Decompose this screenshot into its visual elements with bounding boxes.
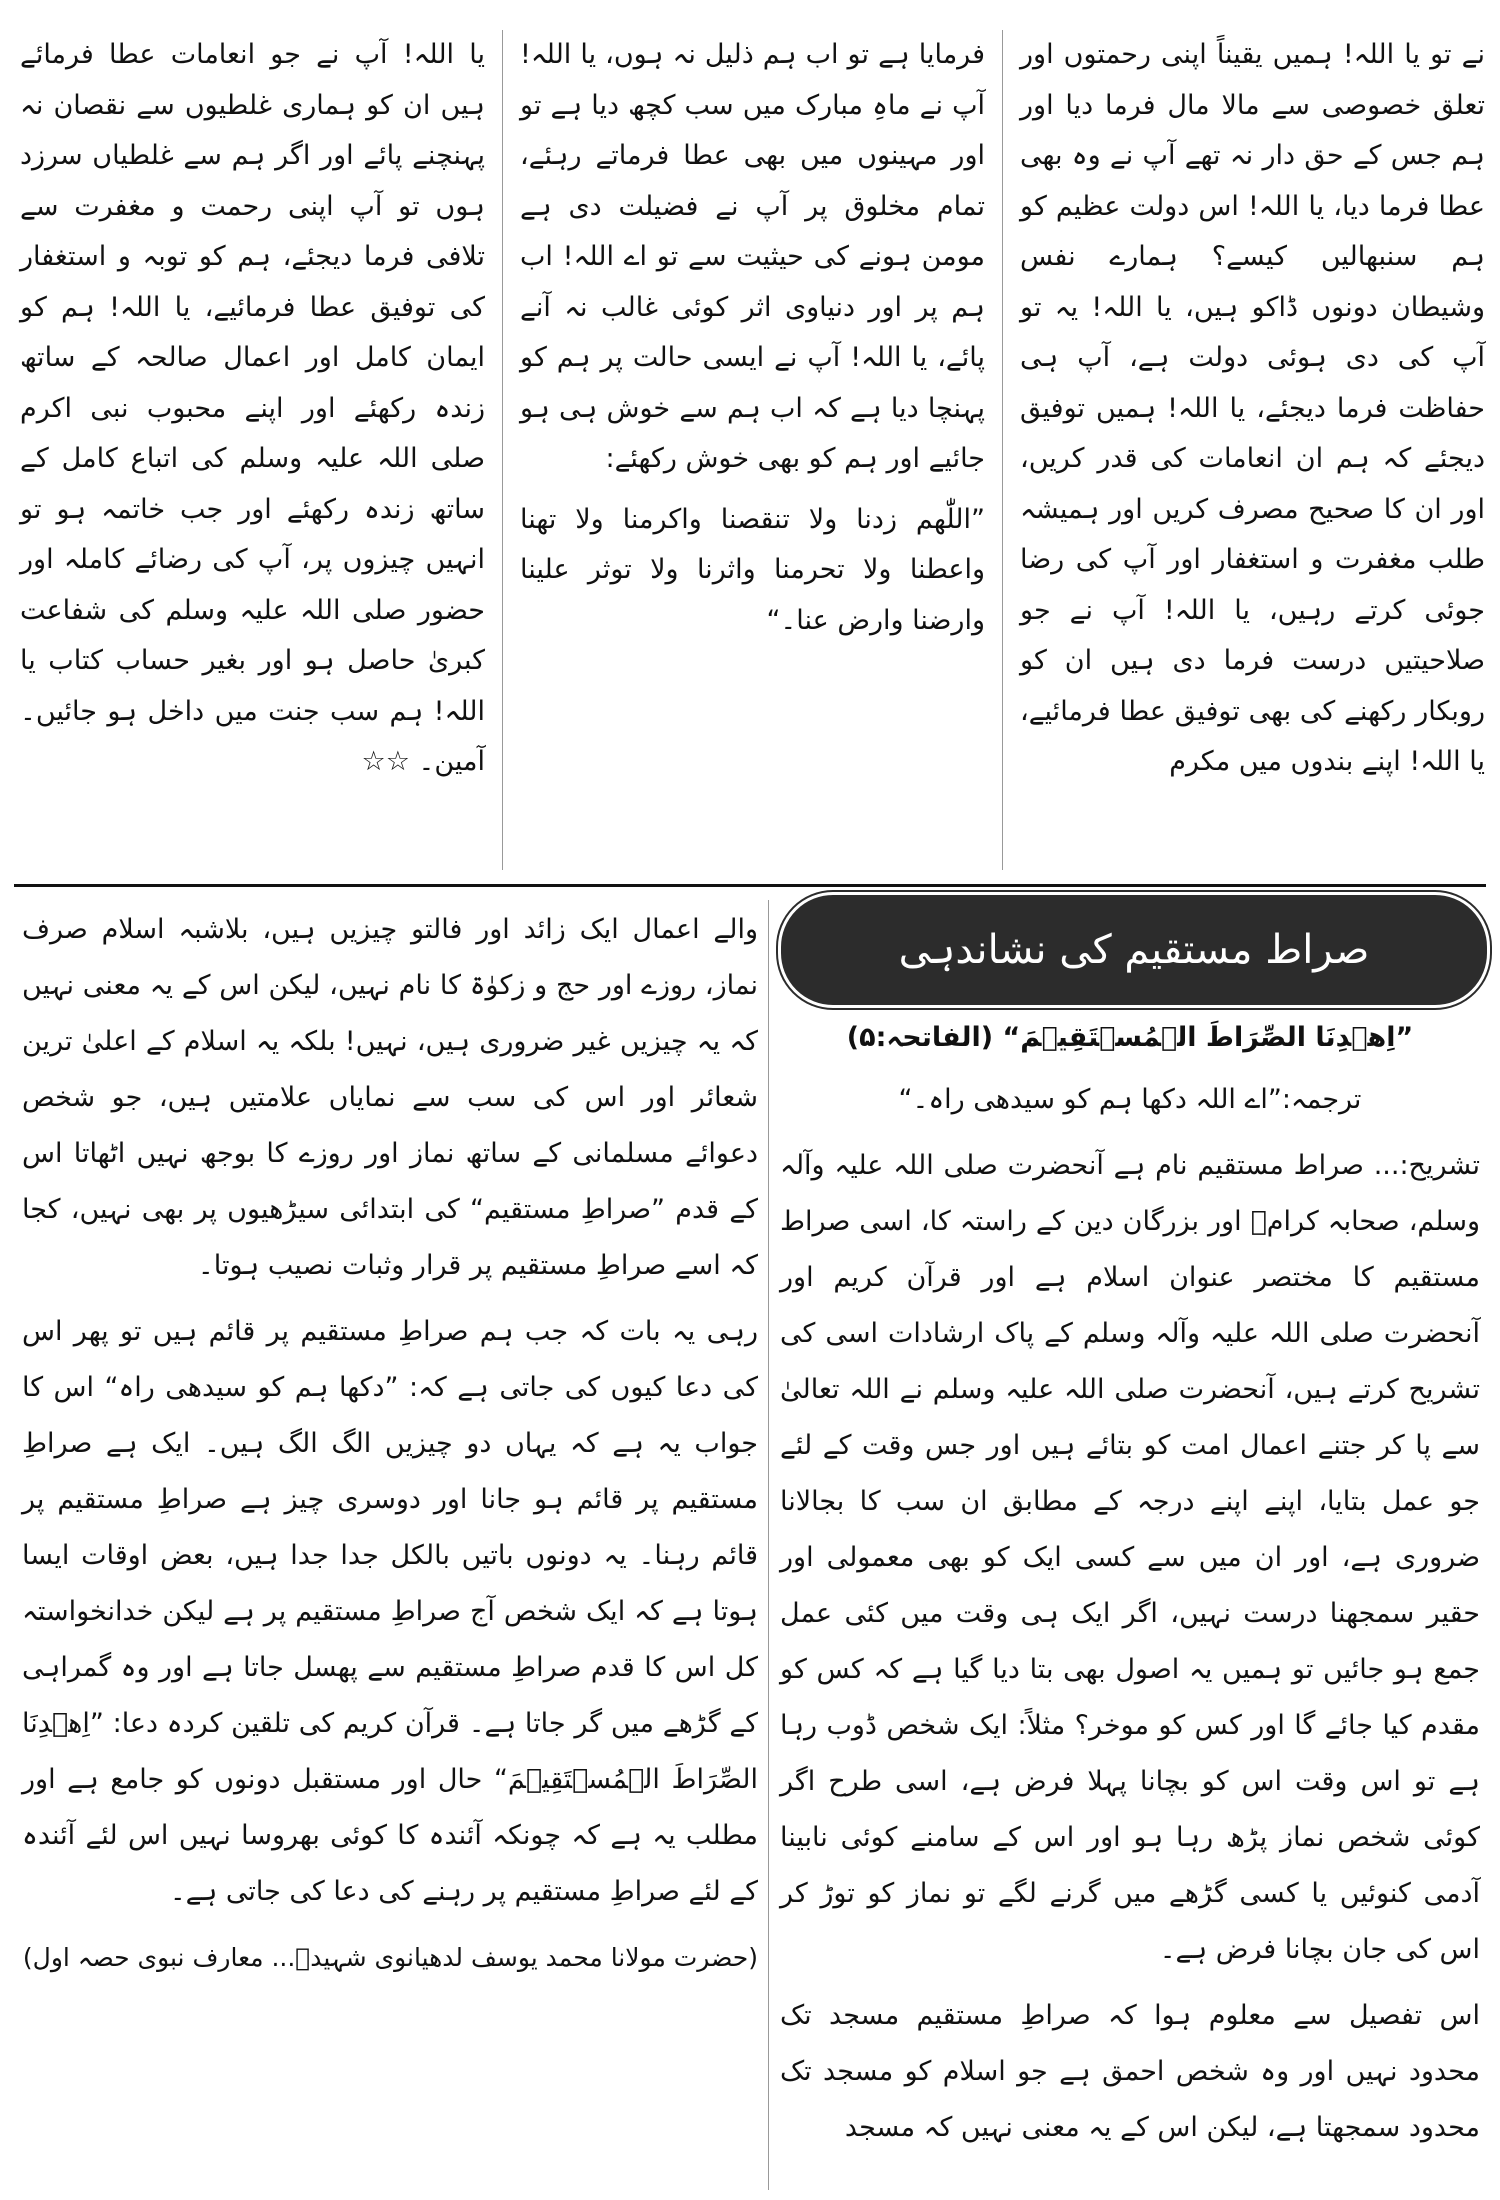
verse-translation: ترجمہ:”اے اللہ دکھا ہم کو سیدھی راہ۔“ <box>898 1084 1362 1115</box>
column-rule <box>502 30 503 870</box>
top-column-left <box>20 30 485 798</box>
article-column-left <box>22 902 758 1996</box>
paragraph: والے اعمال ایک زائد اور فالتو چیزیں ہیں، بلاشبہ اسلام صرف نماز، روزے اور حج و زکوٰۃ کا نام نہیں، لیکن اس کے یہ معنی نہیں کہ یہ چیزیں غیر ضروری ہیں، نہیں! بلکہ یہ اسلام کے اعلیٰ ترین شعائر اور اس کی سب سے نمایاں علامتیں ہیں، جو شخص دعوائے مسلمانی کے ساتھ نماز اور روزے کا بوجھ نہیں اٹھاتا اس کے قدم ”صراطِ مستقیم“ کی ابتدائی سیڑھیوں پر بھی نہیں، کجا کہ اسے صراطِ مستقیم پر قرار وثبات نصیب ہوتا۔ <box>22 914 758 1281</box>
article-title: صراط مستقیم کی نشاندہی <box>898 927 1370 973</box>
top-column-right <box>1020 30 1485 798</box>
paragraph: رہی یہ بات کہ جب ہم صراطِ مستقیم پر قائم ہیں تو پھر اس کی دعا کیوں کی جاتی ہے کہ: ”دکھا ہم کو سیدھی راہ“ اس کا جواب یہ ہے کہ یہاں دو چیزیں الگ الگ ہیں۔ ایک ہے صراطِ مستقیم پر قائم ہو جانا اور دوسری چیز ہے صراطِ مستقیم پر قائم رہنا۔ یہ دونوں باتیں بالکل جدا جدا ہیں، بعض اوقات ایسا ہوتا ہے کہ ایک شخص آج صراطِ مستقیم پر ہے لیکن خدانخواستہ کل اس کا قدم صراطِ مستقیم سے پھسل جاتا ہے اور وہ گمراہی کے گڑھے میں گر جاتا ہے۔ قرآن کریم کی تلقین کردہ دعا: ”اِھۡدِنَا الصِّرَاطَ الۡمُسۡتَقِیۡمَ“ حال اور مستقبل دونوں کو جامع ہے اور مطلب یہ ہے کہ چونکہ آئندہ کا کوئی بھروسا نہیں اس لئے آئندہ کے لئے صراطِ مستقیم پر رہنے کی دعا کی جاتی ہے۔ <box>22 1316 758 1907</box>
paragraph: یا اللہ! آپ نے جو انعامات عطا فرمائے ہیں ان کو ہماری غلطیوں سے نقصان نہ پہنچنے پائے اور اگر ہم سے غلطیاں سرزد ہوں تو آپ اپنی رحمت و مغفرت سے تلافی فرما دیجئے، ہم کو توبہ و استغفار کی توفیق عطا فرمائیے، یا اللہ! ہم کو ایمان کامل اور اعمال صالحہ کے ساتھ زندہ رکھئے اور اپنے محبوب نبی اکرم صلی اللہ علیہ وسلم کی اتباع کامل کے ساتھ زندہ رکھئے اور جب خاتمہ ہو تو انہیں چیزوں پر، آپ کی رضائے کاملہ اور حضور صلی اللہ علیہ وسلم کی شفاعت کبریٰ حاصل ہو اور بغیر حساب کتاب یا اللہ! ہم سب جنت میں داخل ہو جائیں۔ آمین۔ ☆☆ <box>20 39 485 777</box>
paragraph: تشریح:... صراط مستقیم نام ہے آنحضرت صلی اللہ علیہ وآلہ وسلم، صحابہ کرامؓ اور بزرگان دین کے راستہ کا، اسی صراط مستقیم کا مختصر عنوان اسلام ہے اور قرآن کریم اور آنحضرت صلی اللہ علیہ وآلہ وسلم کے پاک ارشادات اسی کی تشریح کرتے ہیں، آنحضرت صلی اللہ علیہ وسلم نے اللہ تعالیٰ سے پا کر جتنے اعمال امت کو بتائے ہیں اور جس وقت کے لئے جو عمل بتایا، اپنے اپنے درجہ کے مطابق ان سب کا بجالانا ضروری ہے، اور ان میں سے کسی ایک کو بھی معمولی اور حقیر سمجھنا درست نہیں، اگر ایک ہی وقت میں کئی عمل جمع ہو جائیں تو ہمیں یہ اصول بھی بتا دیا گیا ہے کہ کس کو مقدم کیا جائے گا اور کس کو موخر؟ مثلاً: ایک شخص ڈوب رہا ہے تو اس وقت اس کو بچانا پہلا فرض ہے، اسی طرح اگر کوئی شخص نماز پڑھ رہا ہو اور اس کے سامنے کوئی نابینا آدمی کنوئیں یا کسی گڑھے میں گرنے لگے تو نماز کو توڑ کر اس کی جان بچانا فرض ہے۔ <box>780 1150 1480 1965</box>
column-rule <box>768 900 769 2190</box>
top-column-middle <box>520 30 985 656</box>
section-divider <box>14 884 1486 887</box>
quran-verse: ”اِھۡدِنَا الصِّرَاطَ الۡمُسۡتَقِیۡمَ“ (الفاتحہ:۵) <box>846 1022 1414 1053</box>
paragraph: فرمایا ہے تو اب ہم ذلیل نہ ہوں، یا اللہ! آپ نے ماہِ مبارک میں سب کچھ دیا ہے تو اور مہینوں میں بھی عطا فرماتے رہئے، تمام مخلوق پر آپ نے فضیلت دی ہے مومن ہونے کی حیثیت سے تو اے اللہ! اب ہم پر اور دنیاوی اثر کوئی غالب نہ آنے پائے، یا اللہ! آپ نے ایسی حالت پر ہم کو پہنچا دیا ہے کہ اب ہم سے خوش ہی ہو جائیے اور ہم کو بھی خوش رکھئے: <box>520 39 985 474</box>
paragraph: نے تو یا اللہ! ہمیں یقیناً اپنی رحمتوں اور تعلق خصوصی سے مالا مال فرما دیا اور ہم جس کے حق دار نہ تھے آپ نے وہ بھی عطا فرما دیا، یا اللہ! اس دولت عظیم کو ہم سنبھالیں کیسے؟ ہمارے نفس وشیطان دونوں ڈاکو ہیں، یا اللہ! یہ تو آپ کی دی ہوئی دولت ہے، آپ ہی حفاظت فرما دیجئے، یا اللہ! ہمیں توفیق دیجئے کہ ہم ان انعامات کی قدر کریں، اور ان کا صحیح مصرف کریں اور ہمیشہ طلب مغفرت و استغفار اور آپ کی رضا جوئی کرتے رہیں، یا اللہ! آپ نے جو صلاحیتیں درست فرما دی ہیں ان کو روبکار رکھنے کی بھی توفیق عطا فرمائیے، یا اللہ! اپنے بندوں میں مکرم <box>1020 39 1485 777</box>
column-rule <box>1002 30 1003 870</box>
article-title-banner <box>778 892 1490 1008</box>
paragraph: اس تفصیل سے معلوم ہوا کہ صراطِ مستقیم مسجد تک محدود نہیں اور وہ شخص احمق ہے جو اسلام کو مسجد تک محدود سمجھتا ہے، لیکن اس کے یہ معنی نہیں کہ مسجد <box>780 2000 1480 2143</box>
article-column-right <box>780 1010 1480 2166</box>
source-citation: (حضرت مولانا محمد یوسف لدھیانوی شہیدؒ... معارف نبوی حصہ اول) <box>22 1943 758 1972</box>
arabic-supplication: ”اللّٰھم زدنا ولا تنقصنا واکرمنا ولا تھنا واعطنا ولا تحرمنا واثرنا ولا توثر علینا وارضنا وارض عنا۔“ <box>520 503 985 636</box>
